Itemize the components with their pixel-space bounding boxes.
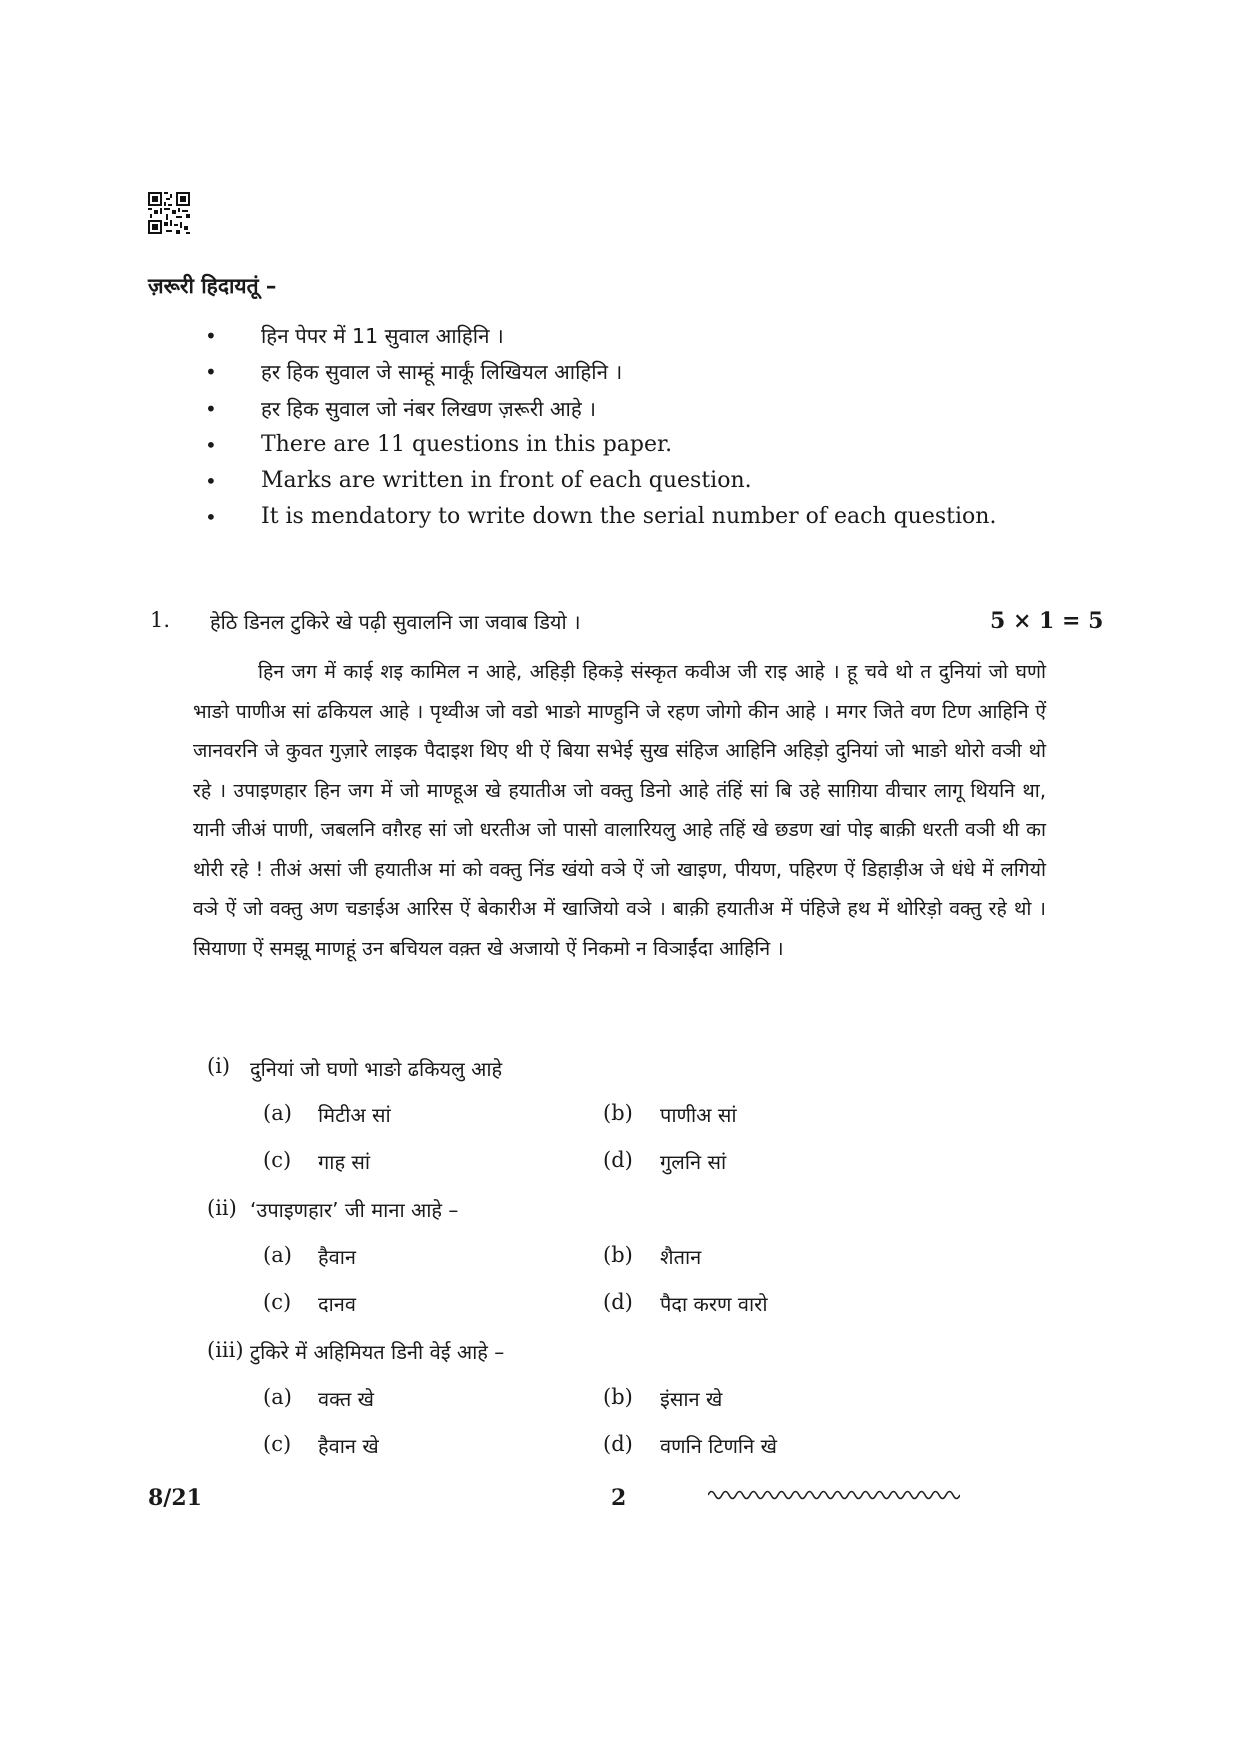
option-label: (a) — [263, 1385, 292, 1409]
instruction-item: • There are 11 questions in this paper. — [200, 427, 1100, 463]
subquestion-text: ‘उपाइणहार’ जी माना आहे – — [250, 1198, 459, 1222]
option-label: (d) — [603, 1432, 633, 1456]
subquestion-text: दुनियां जो घणो भाङो ढकियलु आहे — [250, 1057, 503, 1081]
option-text: गुलनि सां — [660, 1150, 727, 1174]
option-text: इंसान खे — [660, 1387, 723, 1411]
question-text: हेठि डि‍नल टुकिरे खे पढ़ी सुवालनि जा जवाब डियो । — [210, 610, 581, 634]
option-label: (d) — [603, 1148, 633, 1172]
qr-code-image — [148, 192, 190, 234]
subquestion-number: (ii) — [207, 1196, 237, 1220]
passage-text: हिन जग में काई शइ कामिल न आहे, अहिड़ी हिकड़े संस्कृत कवीअ जी राइ आहे । हू चवे थो त दुनियां जो घणो भाङो पाणीअ सां ढकियल आहे । पृथ्वीअ जो वडो भाङो माण्हुनि जे रहण जोगो कीन आहे । मगर जिते वण टिण आहिनि ऐं जानवरनि जे कुवत गुज़ारे लाइक पैदाइश थिए थी ऐं बिया सभेई सुख संहिज आहिनि अहिड़ो दुनियां जो भाङो थोरो वञी थो रहे । उपाइणहार हिन जग में जो माण्हूअ खे हयातीअ जो वक्तु डिनो आहे तंहिं सां बि उहे साग़िया वीचार लागू थियनि था, यानी जीअं पाणी, जबलनि वग़ैरह सां जो धरतीअ जो पासो वालारियलु आहे तहिं खे छडण खां पोइ बाक़ी धरती वञी थी का थोरी रहे ! तीअं असां जी हयातीअ मां को वक्तु निंड खंयो वञे ऐं जो खाइण, पीयण, पहिरण ऐं डिहाड़ीअ जे धंधे में लगियो वञे ऐं जो वक्तु अण चङाईअ आरिस ऐं बेकारीअ में खाजियो वञे । बाक़ी हयातीअ में पंहिजे हथ में थोरिड़ो वक्तु रहे थो । सियाणा ऐं समझू माणहूं उन बचियल वक़्त खे अजायो ऐं निकमो न विञाईंदा आहिनि । — [193, 660, 1046, 960]
subquestion-text: टुकिरे में अहिमियत डिनी वेई आहे – — [250, 1340, 505, 1364]
option-text: शैतान — [660, 1245, 702, 1269]
question-marks: 5 × 1 = 5 — [990, 608, 1104, 634]
wavy-line-decoration — [708, 1487, 960, 1503]
paper-code: 8/21 — [148, 1485, 202, 1511]
option-text: गाह सां — [318, 1150, 371, 1174]
option-text: वणनि टिणनि खे — [660, 1434, 777, 1458]
option-label: (c) — [263, 1432, 292, 1456]
option-text: वक्त खे — [318, 1387, 374, 1411]
option-label: (c) — [263, 1290, 292, 1314]
page-number: 2 — [611, 1485, 627, 1511]
instructions-heading: ज़रूरी हिदायतूं – — [148, 274, 277, 298]
instruction-item: • हर हिक सुवाल जे साम्हूं मार्कूं लिखियल आहिनि । — [200, 354, 1100, 390]
instructions-list — [200, 318, 1100, 536]
option-text: पैदा करण वारो — [660, 1292, 768, 1316]
option-label: (d) — [603, 1290, 633, 1314]
option-label: (c) — [263, 1148, 292, 1172]
subquestion-number: (i) — [207, 1054, 231, 1078]
subquestion-number: (iii) — [207, 1338, 244, 1362]
option-label: (b) — [603, 1101, 633, 1125]
option-text: हैवान — [318, 1245, 357, 1269]
option-label: (b) — [603, 1385, 633, 1409]
option-label: (b) — [603, 1243, 633, 1267]
instruction-item: • हिन पेपर में 11 सुवाल आहिनि । — [200, 318, 1100, 354]
instruction-item: • It is mendatory to write down the serial number of each question. — [200, 499, 1100, 535]
option-text: दानव — [318, 1292, 357, 1316]
option-text: हैवान खे — [318, 1434, 379, 1458]
option-text: पाणीअ सां — [660, 1103, 737, 1127]
instruction-item: • हर हिक सुवाल जो नंबर लिखण ज़रूरी आहे । — [200, 391, 1100, 427]
option-label: (a) — [263, 1101, 292, 1125]
question-number: 1. — [150, 608, 171, 632]
option-text: मिटीअ सां — [318, 1103, 391, 1127]
option-label: (a) — [263, 1243, 292, 1267]
instruction-item: • Marks are written in front of each question. — [200, 463, 1100, 499]
